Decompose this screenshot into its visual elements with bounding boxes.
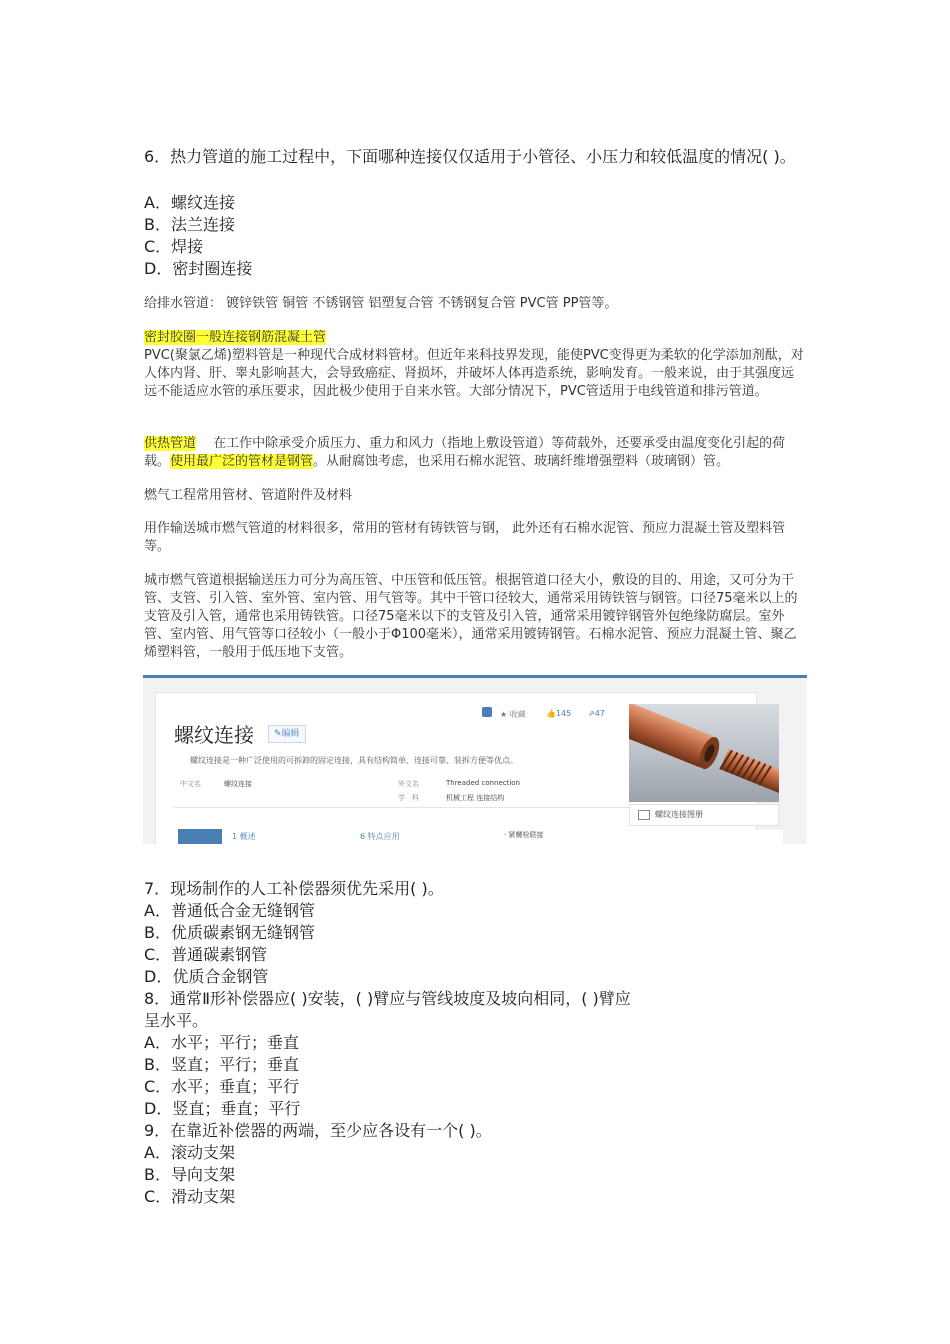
question-7-stem: 7．现场制作的人工补偿器须优先采用( )。 [144, 879, 444, 898]
question-8-stem-line-1: 8．通常Ⅱ形补偿器应( )安装，( )臂应与管线坡度及坡向相同，( )臂应 [144, 989, 631, 1008]
question-6-option-c: C．焊接 [144, 237, 204, 256]
question-6-option-d: D．密封圈连接 [144, 259, 253, 278]
wiki-share[interactable]: ⇗47 [588, 709, 605, 718]
plus-icon[interactable] [482, 707, 492, 717]
note-seal-heading [144, 329, 804, 347]
note-pvc-paragraph: PVC(聚氯乙烯)塑料管是一种现代合成材料管材。但近年来科技界发现，能使PVC变得更为柔软的化学添加剂酞，对人体内肾、肝、睾丸影响甚大，会导致癌症、肾损坏，并破坏人体再造系统，影响发育。一般来说，由于其强度远远不能适应水管的承压要求，因此极少使用于自来水管。大部分情况下，PVC管适用于电线管道和排污管道。 [144, 348, 804, 399]
info-value-subject: 机械工程 连接结构 [446, 794, 505, 802]
question-8-option-d: D．竖直；垂直；平行 [144, 1099, 301, 1118]
info-label-subject: 学 科 [398, 794, 419, 802]
question-9-option-c: C．滑动支架 [144, 1187, 236, 1206]
question-8-option-c: C．水平；垂直；平行 [144, 1077, 300, 1096]
question-6-stem: 6．热力管道的施工过程中，下面哪种连接仅仅适用于小管径、小压力和较低温度的情况( )。 [144, 147, 796, 166]
note-gas-paragraph-2: 城市燃气管道根据输送压力可分为高压管、中压管和低压管。根据管道口径大小，敷设的目的、用途，又可分为干管、支管、引入管、室外管、室内管、用气管等。其中干管口径较大，通常采用铸铁管与钢管。口径75毫米以上的支管及引入管，通常也采用铸铁管。口径75毫米以下的支管及引入管，通常采用镀锌钢管外包绝缘防腐层。室外管、室内管、用气管等口径较小（一般小于Φ100毫米），通常采用镀铸钢管。石棉水泥管、预应力混凝土管、聚乙烯塑料管，一般用于低压地下支管。 [144, 573, 798, 660]
info-label-en: 外文名 [398, 780, 419, 788]
image-caption: 螺纹连接图册 [655, 810, 703, 819]
question-7-option-b: B．优质碳素钢无缝钢管 [144, 923, 315, 942]
question-9-stem: 9．在靠近补偿器的两端，至少应各设有一个( )。 [144, 1121, 492, 1140]
question-8-stem-line-2: 呈水平。 [144, 1011, 209, 1030]
info-value-cn: 螺纹连接 [224, 780, 252, 788]
info-value-en: Threaded connection [446, 779, 521, 787]
pipe-drawing [629, 704, 779, 802]
question-6-option-b: B．法兰连接 [144, 215, 235, 234]
wiki-title: 螺纹连接 [174, 723, 254, 747]
question-7-option-c: C．普通碳素钢管 [144, 945, 268, 964]
wiki-edit-button[interactable]: ✎编辑 [268, 725, 306, 743]
question-7-option-d: D．优质合金钢管 [144, 967, 269, 986]
wiki-screenshot [143, 675, 807, 844]
question-8-option-b: B．竖直；平行；垂直 [144, 1055, 299, 1074]
heat-text-1: 在工作中除承受介质压力、重力和风力（指地上敷设管道）等荷载外，还要承受由温度变化引起的荷载。 [144, 436, 786, 469]
note-heat-paragraph [144, 435, 804, 471]
note-gas-title: 燃气工程常用管材、管道附件及材料 [144, 488, 353, 503]
toc-button[interactable] [178, 829, 222, 844]
note-water-pipes: 给排水管道： 镀锌铁管 铜管 不锈钢管 铝塑复合管 不锈钢复合管 PVC管 PP管等。 [144, 296, 618, 311]
heat-highlight-2: 使用最广泛的管材是钢管 [170, 454, 314, 469]
toc-item-6[interactable]: 6 特点应用 [360, 832, 400, 841]
question-9-option-b: B．导向支架 [144, 1165, 235, 1184]
wiki-favorite[interactable]: ★ 收藏 [500, 710, 526, 719]
question-6-option-a: A．螺纹连接 [144, 193, 235, 212]
side-next-section [629, 830, 783, 844]
wiki-like[interactable]: 👍145 [546, 709, 572, 718]
seal-highlight: 密封胶圈一般连接钢筋混凝土管 [144, 330, 327, 345]
info-label-cn: 中文名 [180, 780, 201, 788]
question-7-option-a: A．普通低合金无缝钢管 [144, 901, 315, 920]
image-caption-bar[interactable] [629, 804, 779, 826]
question-9-option-a: A．滚动支架 [144, 1143, 235, 1162]
threaded-pipe-image [629, 704, 779, 802]
toc-item-1[interactable]: 1 概述 [232, 832, 256, 841]
toc-item-right[interactable]: · 紧螺栓联接 [504, 831, 544, 839]
heat-highlight: 供热管道 [144, 436, 197, 451]
question-8-option-a: A．水平；平行；垂直 [144, 1033, 299, 1052]
gallery-icon [638, 810, 650, 820]
wiki-summary: 螺纹连接是一种广泛使用的可拆卸的固定连接，具有结构简单、连接可靠、装拆方便等优点。 [190, 756, 518, 765]
note-gas-paragraph-1: 用作输送城市燃气管道的材料很多，常用的管材有铸铁管与钢， 此外还有石棉水泥管、预应力混凝土管及塑料管等。 [144, 521, 786, 554]
heat-text-2: 。从耐腐蚀考虑，也采用石棉水泥管、玻璃纤维增强塑料（玻璃钢）管。 [313, 454, 730, 469]
